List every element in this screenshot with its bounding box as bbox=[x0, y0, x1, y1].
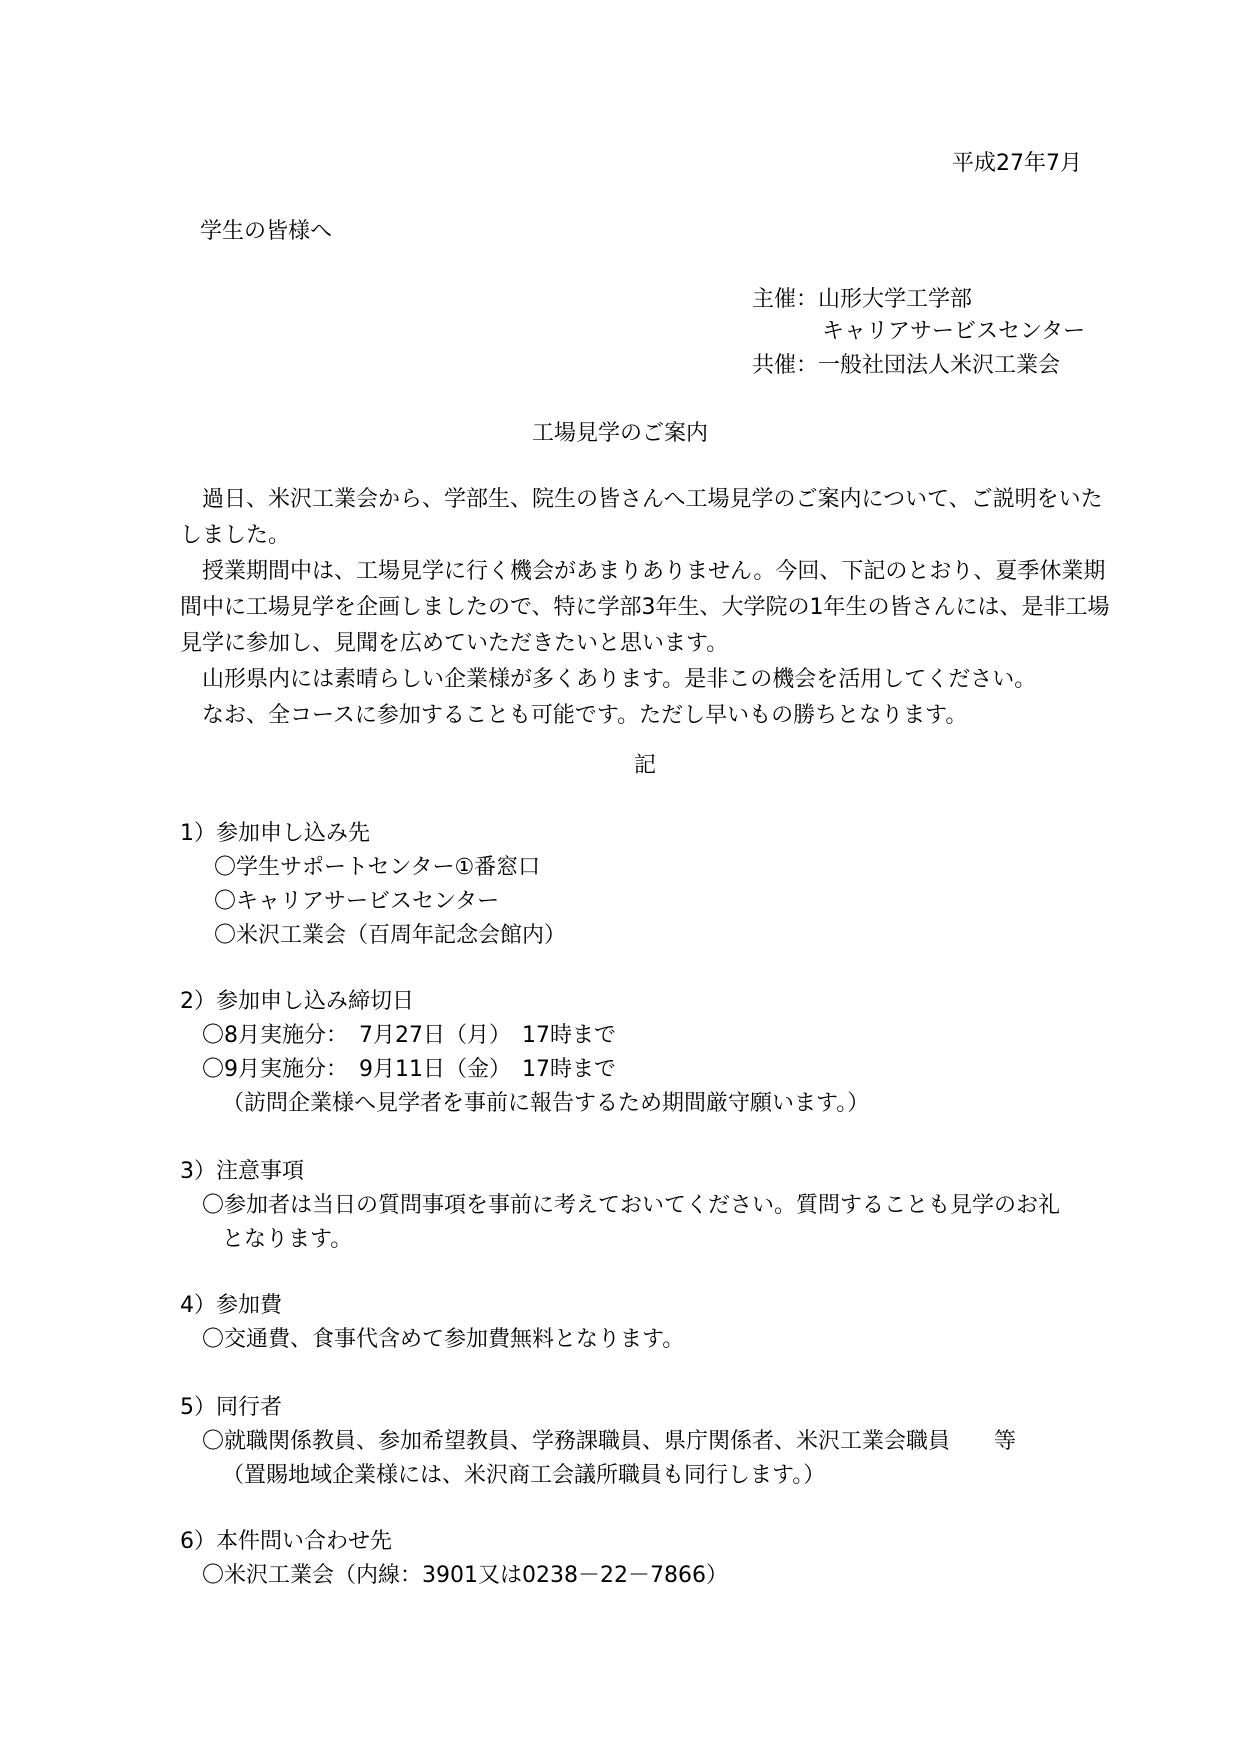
organizer-line-2: キャリアサービスセンター bbox=[822, 319, 1086, 344]
section-6-heading: 6）本件問い合わせ先 bbox=[180, 1529, 392, 1554]
co-organizer-line: 共催：一般社団法人米沢工業会 bbox=[752, 353, 1061, 378]
section-2-item-1: 〇8月実施分： 7月27日（月） 17時まで bbox=[202, 1023, 616, 1048]
paragraph-2: 授業期間中は、工場見学に行く機会があまりありません。今回、下記のとおり、夏季休業期間中に工場見学を企画しましたので、特に学部3年生、大学院の1年生の皆さんには、是非工場見学に参加し、見聞を広めていただきたいと思います。 bbox=[180, 559, 1110, 656]
section-4-heading: 4）参加費 bbox=[180, 1293, 282, 1318]
section-1-item-2: 〇キャリアサービスセンター bbox=[214, 889, 500, 914]
paragraph-4: なお、全コースに参加することも可能です。ただし早いもの勝ちとなります。 bbox=[202, 703, 968, 728]
section-5-item-1: 〇就職関係教員、参加希望教員、学務課職員、県庁関係者、米沢工業会職員 等 bbox=[202, 1429, 1017, 1454]
section-3-item-1: 〇参加者は当日の質問事項を事前に考えておいてください。質問することも見学のお礼 bbox=[202, 1193, 1061, 1218]
section-5-note: （置賜地域企業様には、米沢商工会議所職員も同行します。） bbox=[222, 1463, 826, 1488]
section-6-item-1: 〇米沢工業会（内線：3901又は0238－22－7866） bbox=[202, 1563, 728, 1588]
document-title: 工場見学のご案内 bbox=[531, 421, 708, 446]
section-3-heading: 3）注意事項 bbox=[180, 1159, 304, 1184]
section-5-heading: 5）同行者 bbox=[180, 1395, 282, 1420]
section-1-item-3: 〇米沢工業会（百周年記念会館内） bbox=[214, 923, 567, 948]
addressee: 学生の皆様へ bbox=[200, 219, 333, 244]
organizer-line-1: 主催：山形大学工学部 bbox=[752, 287, 973, 312]
section-1-heading: 1）参加申し込み先 bbox=[180, 821, 370, 846]
section-2-heading: 2）参加申し込み締切日 bbox=[180, 989, 414, 1014]
section-2-item-2: 〇9月実施分： 9月11日（金） 17時まで bbox=[202, 1057, 616, 1082]
document-date: 平成27年7月 bbox=[952, 151, 1082, 176]
section-2-note: （訪問企業様へ見学者を事前に報告するため期間厳守願います。） bbox=[222, 1091, 870, 1116]
section-3-note: となります。 bbox=[222, 1227, 353, 1252]
paragraph-3: 山形県内には素晴らしい企業様が多くあります。是非この機会を活用してください。 bbox=[202, 667, 1037, 692]
paragraph-1: 過日、米沢工業会から、学部生、院生の皆さんへ工場見学のご案内について、ご説明をいたしました。 bbox=[180, 487, 1103, 548]
ki-heading: 記 bbox=[633, 753, 656, 778]
section-1-item-1: 〇学生サポートセンター①番窓口 bbox=[214, 855, 541, 880]
section-4-item-1: 〇交通費、食事代含めて参加費無料となります。 bbox=[202, 1327, 685, 1352]
